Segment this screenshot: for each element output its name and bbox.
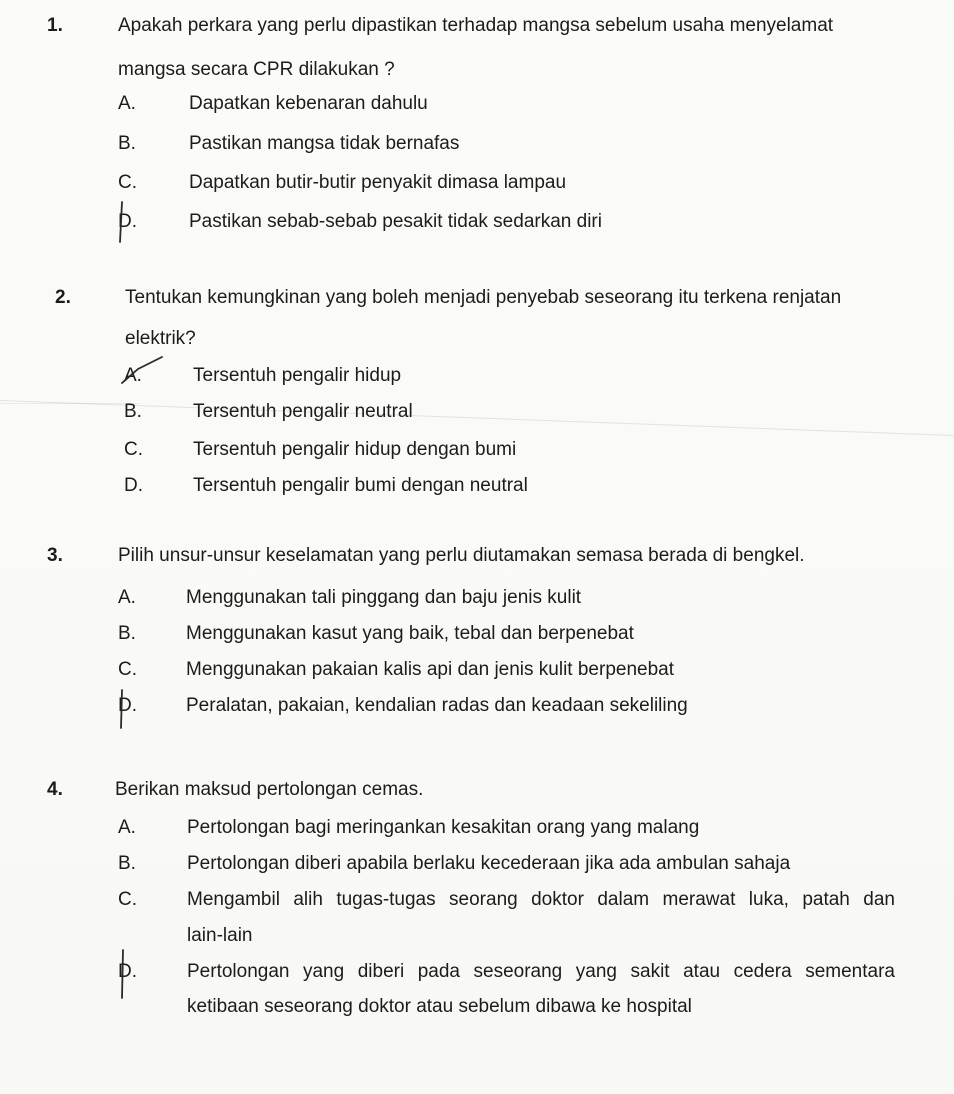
- option-text-continued: ketibaan seseorang doktor atau sebelum dibawa ke hospital: [187, 996, 692, 1017]
- option-text: Pastikan sebab-sebab pesakit tidak sedarkan diri: [189, 211, 602, 232]
- option-letter: B.: [124, 401, 142, 422]
- option-text: Menggunakan pakaian kalis api dan jenis kulit berpenebat: [186, 659, 675, 680]
- option-letter: A.: [124, 365, 142, 386]
- option-letter: C.: [124, 439, 143, 460]
- question-text-continued: elektrik?: [125, 328, 196, 349]
- question-number: 1.: [47, 15, 63, 36]
- option-text: Peralatan, pakaian, kendalian radas dan keadaan sekeliling: [186, 695, 688, 716]
- question-text: Tentukan kemungkinan yang boleh menjadi penyebab seseorang itu terkena renjatan: [125, 287, 842, 308]
- question-text: Apakah perkara yang perlu dipastikan terhadap mangsa sebelum usaha menyelamat: [118, 15, 834, 36]
- option-text: Menggunakan tali pinggang dan baju jenis kulit: [186, 587, 582, 608]
- option-text-continued: lain-lain: [187, 925, 253, 946]
- option-letter: A.: [118, 817, 136, 838]
- question-number: 4.: [47, 779, 63, 800]
- option-letter: B.: [118, 133, 136, 154]
- question-number: 2.: [55, 287, 71, 308]
- option-text: Tersentuh pengalir neutral: [193, 401, 413, 422]
- paper-crease: [0, 400, 953, 436]
- option-letter: A.: [118, 587, 136, 608]
- option-text: Mengambil alih tugas-tugas seorang doktor dalam merawat luka, patah dan: [187, 889, 895, 910]
- option-letter: D.: [118, 961, 137, 982]
- question-number: 3.: [47, 545, 63, 566]
- question-text: Pilih unsur-unsur keselamatan yang perlu diutamakan semasa berada di bengkel.: [118, 545, 805, 566]
- option-letter: C.: [118, 172, 137, 193]
- option-text: Pertolongan bagi meringankan kesakitan orang yang malang: [187, 817, 700, 838]
- option-letter: C.: [118, 659, 137, 680]
- option-letter: B.: [118, 623, 136, 644]
- option-text: Pastikan mangsa tidak bernafas: [189, 133, 460, 154]
- paper-crease: [0, 403, 140, 404]
- question-text: Berikan maksud pertolongan cemas.: [115, 779, 424, 800]
- option-text: Dapatkan butir-butir penyakit dimasa lampau: [189, 172, 567, 193]
- question-text-continued: mangsa secara CPR dilakukan ?: [118, 59, 395, 80]
- option-letter: B.: [118, 853, 136, 874]
- option-letter: D.: [118, 211, 137, 232]
- option-text: Menggunakan kasut yang baik, tebal dan berpenebat: [186, 623, 634, 644]
- option-text: Dapatkan kebenaran dahulu: [189, 93, 428, 114]
- option-letter: A.: [118, 93, 136, 114]
- option-text: Tersentuh pengalir bumi dengan neutral: [193, 475, 528, 496]
- option-letter: C.: [118, 889, 137, 910]
- option-text: Pertolongan yang diberi pada seseorang yang sakit atau cedera sementara: [187, 961, 895, 982]
- option-letter: D.: [124, 475, 143, 496]
- option-letter: D.: [118, 695, 137, 716]
- option-text: Tersentuh pengalir hidup dengan bumi: [193, 439, 517, 460]
- option-text: Pertolongan diberi apabila berlaku kecederaan jika ada ambulan sahaja: [187, 853, 791, 874]
- option-text: Tersentuh pengalir hidup: [193, 365, 402, 386]
